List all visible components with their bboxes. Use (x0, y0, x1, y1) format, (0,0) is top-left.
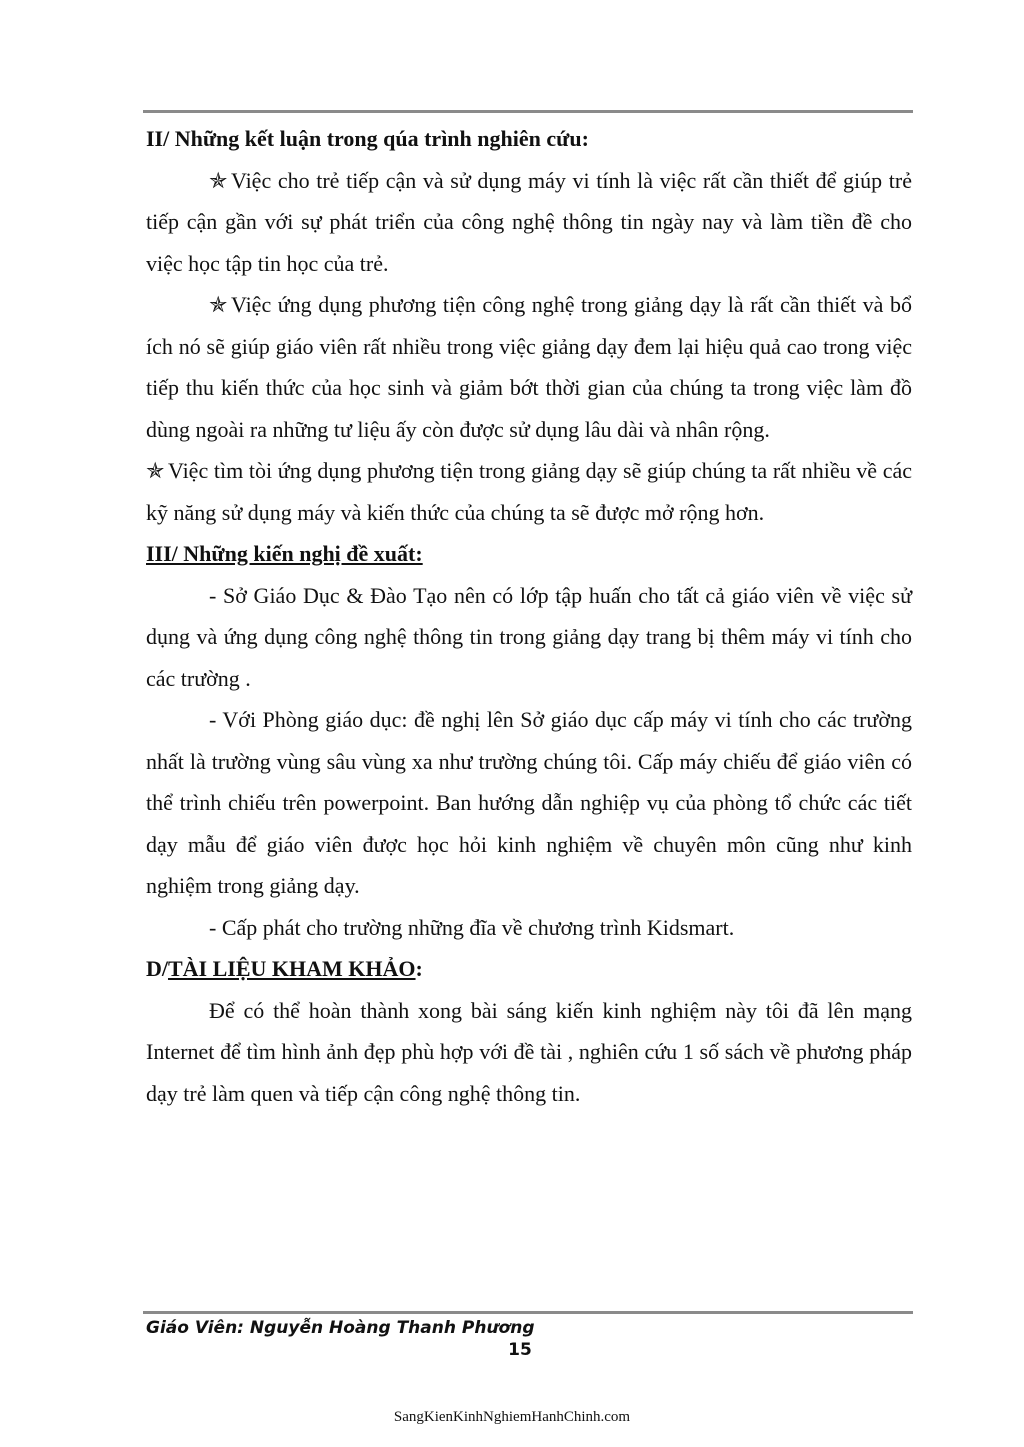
star-bullet-icon: ✯ (146, 458, 165, 483)
header-rule (143, 110, 913, 113)
proposal-paragraph-2: - Với Phòng giáo dục: đề nghị lên Sở giáo dục cấp máy vi tính cho các trường nhất là trường vùng sâu vùng xa như trường chúng tôi. Cấp máy chiếu để giáo viên có thể trình chiếu trên powerpoint. Ban hướng dẫn nghiệp vụ của phòng tổ chức các tiết dạy mẫu để giáo viên được học hỏi kinh nghiệm về chuyên môn cũng như kinh nghiệm trong giảng dạy. (146, 707, 912, 898)
references-paragraph: Để có thể hoàn thành xong bài sáng kiến kinh nghiệm này tôi đã lên mạng Internet để tìm hình ảnh đẹp phù hợp với đề tài , nghiên cứu 1 số sách về phương pháp dạy trẻ làm quen và tiếp cận công nghệ thông tin. (146, 997, 912, 1106)
star-bullet-icon: ✯ (209, 292, 228, 317)
footer-rule (143, 1311, 913, 1314)
section-3-title: III/ Những kiến nghị đề xuất: (146, 541, 423, 566)
document-body (146, 118, 912, 1114)
website-watermark: SangKienKinhNghiemHanhChinh.com (393, 1409, 631, 1425)
conclusion-paragraph-2: ✯ Việc ứng dụng phương tiện công nghệ trong giảng dạy là rất cần thiết và bổ ích nó sẽ giúp giáo viên rất nhiều trong việc giảng dạy đem lại hiệu quả cao trong việc tiếp thu kiến thức của học sinh và giảm bớt thời gian của chúng ta trong việc làm đồ dùng ngoài ra những tư liệu ấy còn được sử dụng lâu dài và nhân rộng. (146, 284, 912, 450)
conclusion-paragraph-3: ✯ Việc tìm tòi ứng dụng phương tiện trong giảng dạy sẽ giúp chúng ta rất nhiều về các kỹ năng sử dụng máy và kiến thức của chúng ta sẽ được mở rộng hơn. (146, 450, 912, 533)
section-d-title: D/TÀI LIỆU KHAM KHẢO: (146, 956, 423, 981)
page-number: 15 (508, 1340, 532, 1360)
conclusion-paragraph-1: ✯ Việc cho trẻ tiếp cận và sử dụng máy vi tính là việc rất cần thiết để giúp trẻ tiếp cận gần với sự phát triển của công nghệ thông tin ngày nay và làm tiền đề cho việc học tập tin học của trẻ. (146, 160, 912, 285)
section-2-title: II/ Những kết luận trong qúa trình nghiên cứu: (146, 126, 589, 151)
footer-author: Giáo Viên: Nguyễn Hoàng Thanh Phương (146, 1318, 535, 1338)
star-bullet-icon: ✯ (209, 167, 228, 193)
proposal-paragraph-1: - Sở Giáo Dục & Đào Tạo nên có lớp tập huấn cho tất cả giáo viên về việc sử dụng và ứng dụng công nghệ thông tin trong giảng dạy trang bị thêm máy vi tính cho các trường . (146, 582, 912, 691)
proposal-paragraph-3: - Cấp phát cho trường những đĩa về chương trình Kidsmart. (209, 914, 735, 940)
